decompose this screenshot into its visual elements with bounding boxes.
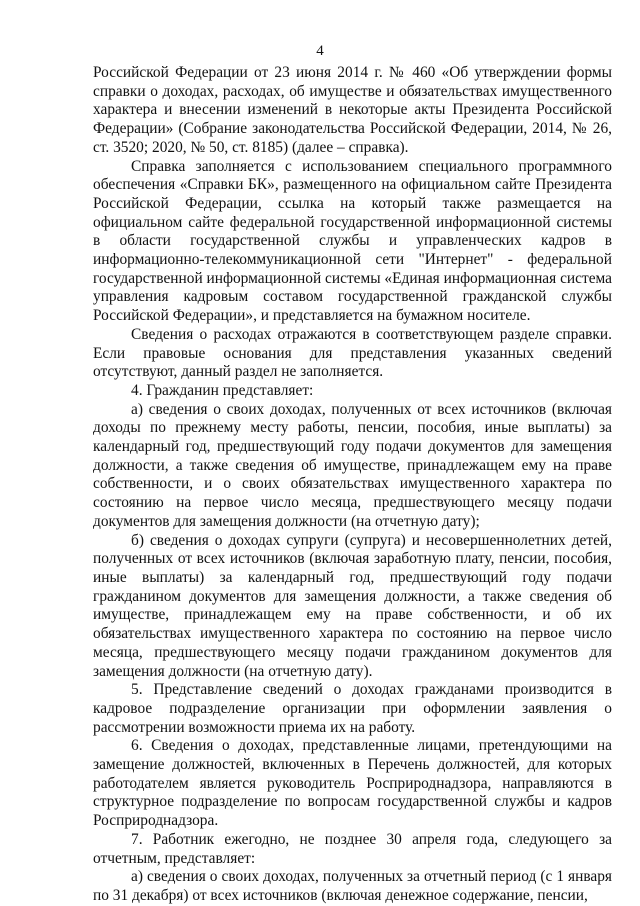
clause-4-heading: 4. Гражданин представляет: (131, 381, 314, 399)
clause-4a: а) сведения о своих доходах, полученных от всех источников (включая доходы по прежнему месту работы, пенсии, пособия, иные выплаты) за календарный год, предшествующий году подачи документов для замещения должности, а также сведения об имуществе, принадлежащем ему на праве собственности, и о своих обязательствах имущественного характера по состоянию на первое число месяца, предшествующего месяцу подачи документов для замещения должности (на отчетную дату); (93, 400, 612, 530)
clause-5: 5. Представление сведений о доходах гражданами производится в кадровое подразделение организации при оформлении заявления о рассмотрении возможности приема их на работу. (93, 681, 612, 736)
paragraph-software: Справка заполняется с использованием специального программного обеспечения «Справки БК», размещенного на официальном сайте Президента Российской Федерации, ссылка на который также размещается на официальном сайте федеральной государственной информационной системы в области государственной службы и управленческих кадров в информационно-телекоммуникационной сети "Интернет" - федеральной государственной информационной системы «Единая информационная система управления кадровым составом государственной гражданской службы Российской Федерации», и представляется на бумажном носителе. (93, 157, 612, 325)
clause-7a: а) сведения о своих доходах, полученных за отчетный период (с 1 января по 31 декабря) от всех источников (включая денежное содержание, пенсии, (93, 868, 612, 904)
page-number: 4 (316, 43, 324, 59)
clause-4b: б) сведения о доходах супруги (супруга) и несовершеннолетних детей, полученных от всех источников (включая заработную плату, пенсии, пособия, иные выплаты) за календарный год, предшествующий году подачи гражданином документов для замещения должности, а также сведения об имуществе, принадлежащем ему на праве собственности, и об их обязательствах имущественного характера по состоянию на первое число месяца, предшествующего месяцу подачи гражданином документов для замещения должности (на отчетную дату). (93, 531, 612, 680)
paragraph-continuation: Российской Федерации от 23 июня 2014 г. № 460 «Об утверждении формы справки о доходах, расходах, об имуществе и обязательствах имущественного характера и внесении изменений в некоторые акты Президента Российской Федерации» (Собрание законодательства Российской Федерации, 2014, № 26, ст. 3520; 2020, № 50, ст. 8185) (далее – справка). (93, 64, 612, 156)
paragraph-expenses: Сведения о расходах отражаются в соответствующем разделе справки. Если правовые основания для представления указанных сведений отсутствуют, данный раздел не заполняется. (93, 325, 612, 381)
document-body (93, 64, 612, 906)
clause-7-heading: 7. Работник ежегодно, не позднее 30 апреля года, следующего за отчетным, представляет: (93, 830, 612, 867)
clause-6: 6. Сведения о доходах, представленные лицами, претендующими на замещение должностей, включенных в Перечень должностей, для которых работодателем является руководитель Росприроднадзора, направляются в структурное подразделение по вопросам государственной службы и кадров Росприроднадзора. (93, 737, 612, 830)
